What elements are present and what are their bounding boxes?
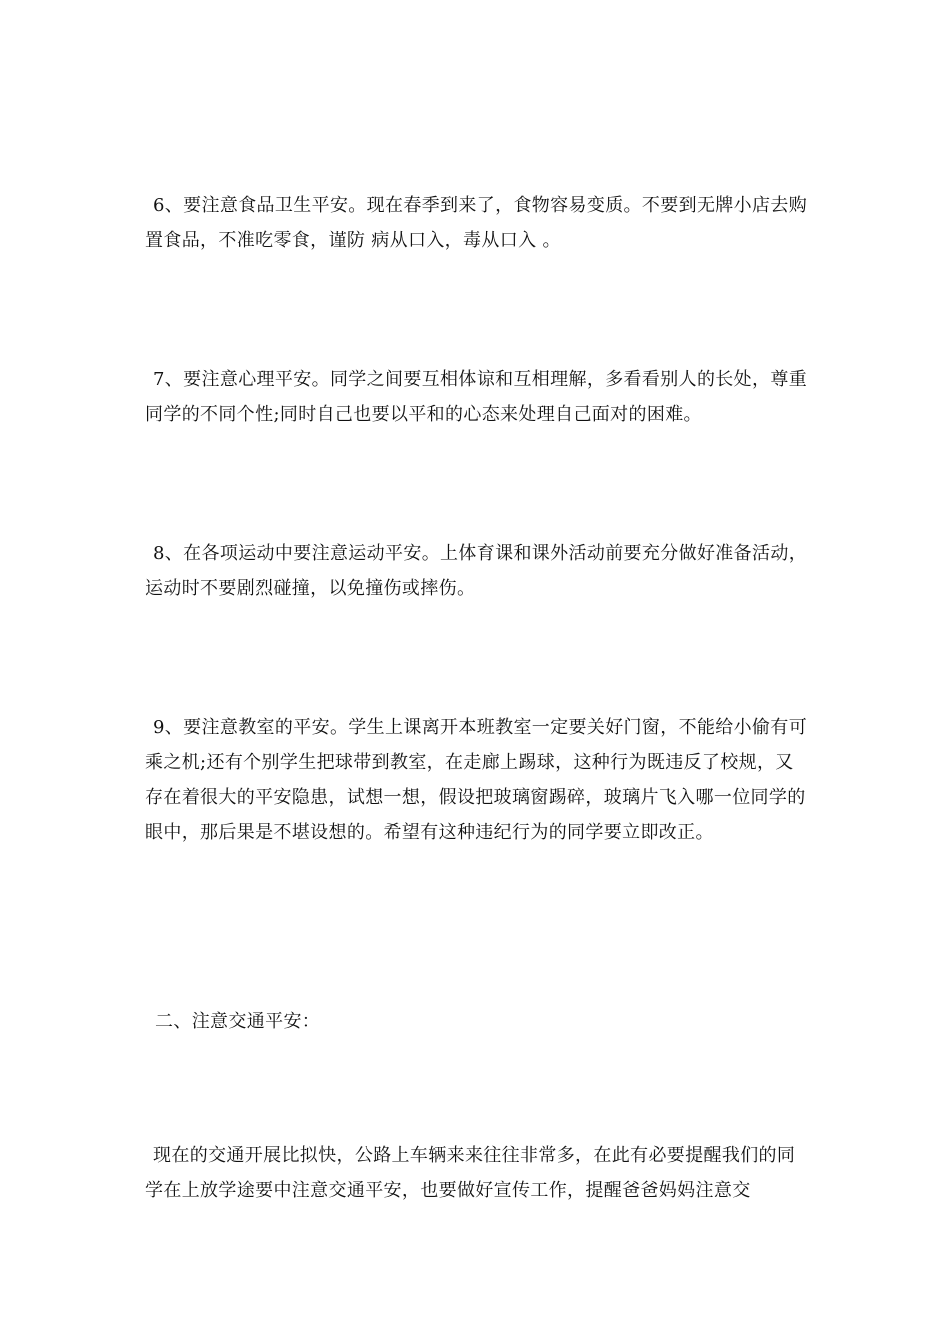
paragraph-traffic-intro: 现在的交通开展比拟快，公路上车辆来来往往非常多，在此有必要提醒我们的同学在上放学途要中注意交通平安，也要做好宣传工作，提醒爸爸妈妈注意交 <box>145 1145 796 1201</box>
section-heading-traffic-safety: 二、注意交通平安： <box>155 1011 321 1032</box>
paragraph-food-safety: 6、要注意食品卫生平安。现在春季到来了，食物容易变质。不要到无牌小店去购置食品，不准吃零食，谨防 病从口入，毒从口入 。 <box>145 195 808 251</box>
paragraph-classroom-safety: 9、要注意教室的平安。学生上课离开本班教室一定要关好门窗，不能给小偷有可乘之机;还有个别学生把球带到教室，在走廊上踢球，这种行为既违反了校规，又存在着很大的平安隐患，试想一想，假设把玻璃窗踢碎，玻璃片飞入哪一位同学的眼中，那后果是不堪设想的。希望有这种违纪行为的同学要立即改正。 <box>145 717 808 843</box>
paragraph-sports-safety: 8、在各项运动中要注意运动平安。上体育课和课外活动前要充分做好准备活动，运动时不要剧烈碰撞，以免撞伤或摔伤。 <box>145 543 808 599</box>
paragraph-mental-safety: 7、要注意心理平安。同学之间要互相体谅和互相理解，多看看别人的长处，尊重同学的不同个性;同时自己也要以平和的心态来处理自己面对的困难。 <box>145 369 808 425</box>
